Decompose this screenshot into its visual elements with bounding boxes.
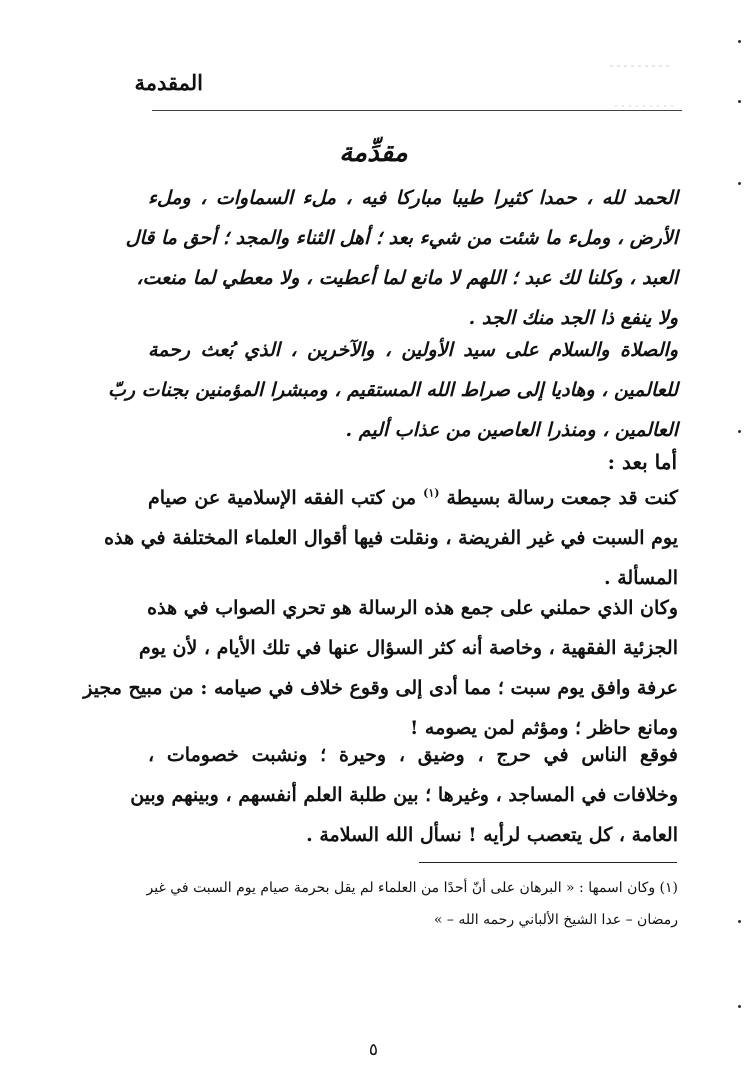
text-line: ولا ينفع ذا الجد منك الجد . [468,307,678,329]
text-line: العامة ، كل يتعصب لرأيه ! نسأل الله السلامة . [306,824,678,846]
margin-dot [738,182,741,185]
text-segment: كنت قد جمعت رسالة بسيطة [446,487,678,509]
text-line: الجزئية الفقهية ، وخاصة أنه كثر السؤال عنها في تلك الأيام ، لأن يوم [139,637,678,659]
consequence-paragraph [130,735,678,855]
text-line [148,478,678,518]
footnote-line: (١) وكان اسمها : « البرهان على أنّ أحدًا من العلماء لم يقل بحرمة صيام يوم السبت في غير [146,880,678,896]
section-heading: مقدِّمة [339,138,408,168]
salat-paragraph [108,330,678,450]
text-line: عرفة وافق يوم سبت ؛ مما أدى إلى وقوع خلاف في صيامه : من مبيح مجيز [83,677,678,699]
margin-dot [738,100,741,103]
purpose-paragraph [104,478,678,598]
text-line: العبد ، وكلنا لك عبد ؛ اللهم لا مانع لما أعطيت ، ولا معطي لما منعت، [136,267,678,289]
text-line: ومانع حاظر ؛ ومؤثم لمن يصومه ! [409,717,678,739]
intro-paragraph [125,178,678,338]
margin-dot [738,40,741,43]
text-line: للعالمين ، وهاديا إلى صراط الله المستقيم ، ومبشرا المؤمنين بجنات ربّ [108,379,678,401]
running-header-title: المقدمة [134,70,203,95]
footnote-separator [419,862,677,863]
margin-dot [738,430,741,433]
text-line: يوم السبت في غير الفريضة ، ونقلت فيها أقوال العلماء المختلفة في هذه [104,527,678,549]
page-number: ٥ [368,1040,379,1060]
text-line: العالمين ، ومنذرا العاصين من عذاب أليم . [345,419,678,441]
text-line: وخلافات في المساجد ، وغيرها ؛ بين طلبة العلم أنفسهم ، وبينهم وبين [130,784,678,806]
scan-smudge-icon [600,58,680,118]
text-line: المسألة . [604,567,678,589]
text-segment: من كتب الفقه الإسلامية عن صيام [148,487,417,509]
margin-dot [738,1005,741,1008]
footnote [148,872,678,936]
margin-dot [738,920,741,923]
text-line: وكان الذي حملني على جمع هذه الرسالة هو تحري الصواب في هذه [147,597,678,619]
footnote-line: رمضان – عدا الشيخ الألباني رحمه الله – » [433,912,678,928]
footnote-marker[interactable]: (١) [423,486,440,500]
amma-bad-heading: أما بعد : [607,450,677,474]
text-line: فوقع الناس في حرج ، وضيق ، وحيرة ؛ ونشبت خصومات ، [148,744,678,766]
text-line: الحمد لله ، حمدا كثيرا طيبا مباركا فيه ، ملء السماوات ، وملء [148,187,678,209]
text-line: الأرض ، وملء ما شئت من شيء بعد ؛ أهل الثناء والمجد ؛ أحق ما قال [125,227,678,249]
motive-paragraph [83,588,678,748]
text-line: والصلاة والسلام على سيد الأولين ، والآخرين ، الذي بُعث رحمة [148,339,678,361]
